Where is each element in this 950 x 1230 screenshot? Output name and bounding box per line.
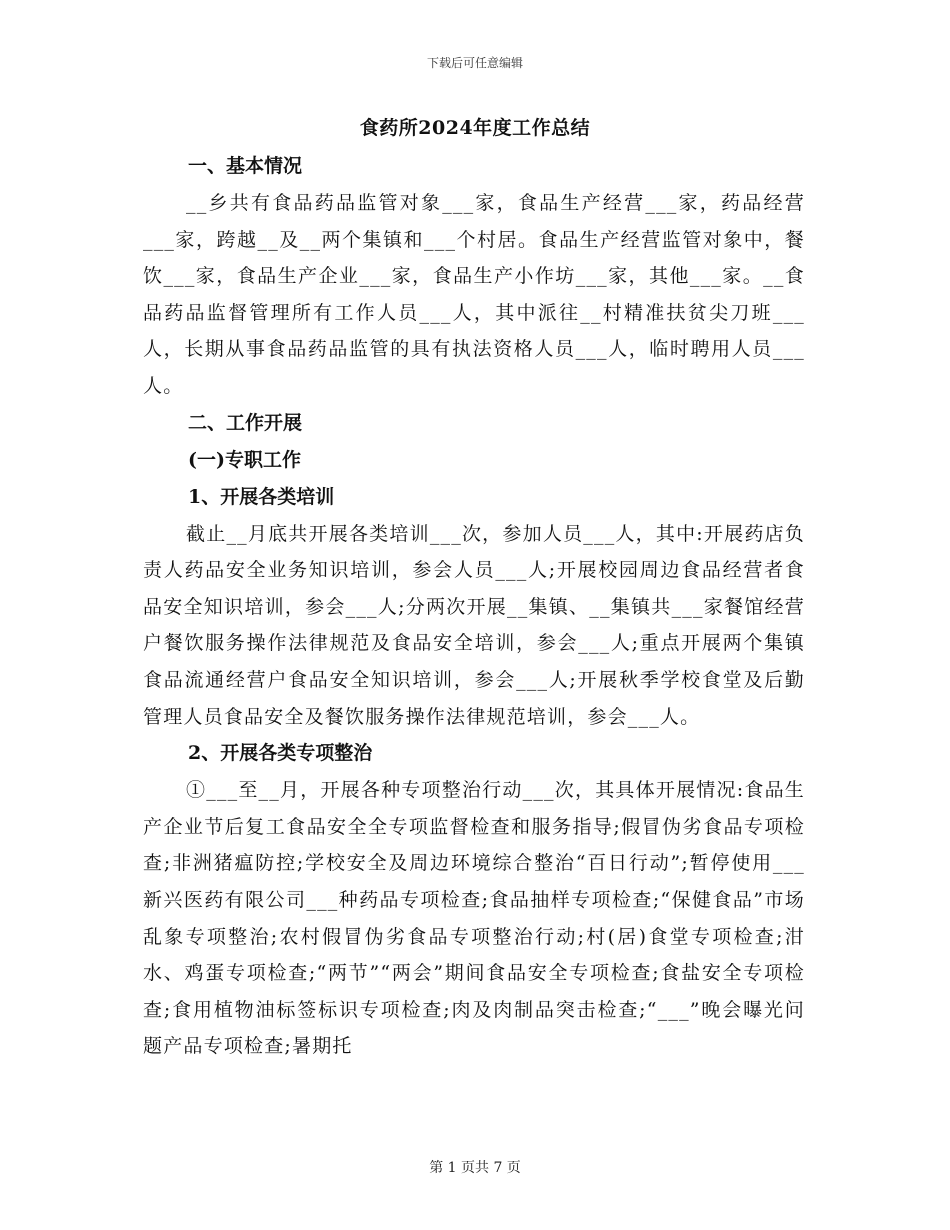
paragraph-special-rectification: ①___至__月，开展各种专项整治行动___次，其具体开展情况:食品生产企业节后复工食品安全全专项监督检查和服务指导;假冒伪劣食品专项检查;非洲猪瘟防控;学校安全及周边环境综合整治“百日行动”;暂停使用___新兴医药有限公司___种药品专项检查;食品抽样专项检查;“保健食品”市场乱象专项整治;农村假冒伪劣食品专项整治行动;村(居)食堂专项检查;泔水、鸡蛋专项检查;“两节”“两会”期间食品安全专项检查;食盐安全专项检查;食用植物油标签标识专项检查;肉及肉制品突击检查;“___”晚会曝光问题产品专项检查;暑期托: [143, 779, 805, 1058]
document-body: [143, 148, 805, 1065]
paragraph-basic-situation: __乡共有食品药品监管对象___家，食品生产经营___家，药品经营___家，跨越__及__两个集镇和___个村居。食品生产经营监管对象中，餐饮___家，食品生产企业___家，食品生产小作坊___家，其他___家。__食品药品监督管理所有工作人员___人，其中派往__村精准扶贫尖刀班___人，长期从事食品药品监管的具有执法资格人员___人，临时聘用人员___人。: [143, 192, 805, 397]
paragraph-training: 截止__月底共开展各类培训___次，参加人员___人，其中:开展药店负责人药品安全业务知识培训，参会人员___人;开展校园周边食品经营者食品安全知识培训，参会___人;分两次开展__集镇、__集镇共___家餐馆经营户餐饮服务操作法律规范及食品安全培训，参会___人;重点开展两个集镇食品流通经营户食品安全知识培训，参会___人;开展秋季学校食堂及后勤管理人员食品安全及餐饮服务操作法律规范培训，参会___人。: [143, 522, 805, 728]
section-heading-work-progress: 二、工作开展: [188, 411, 303, 434]
item-heading-training: 1、开展各类培训: [188, 485, 335, 508]
section-heading-basic-situation: 一、基本情况: [188, 155, 303, 177]
document-title: 食药所2024年度工作总结: [359, 117, 591, 139]
item-heading-special-rectification: 2、开展各类专项整治: [188, 742, 373, 765]
header-note: 下载后可任意编辑: [426, 56, 523, 70]
subsection-heading-dedicated-work: (一)专职工作: [188, 448, 301, 471]
page-number-footer: 第 1 页共 7 页: [429, 1160, 521, 1176]
